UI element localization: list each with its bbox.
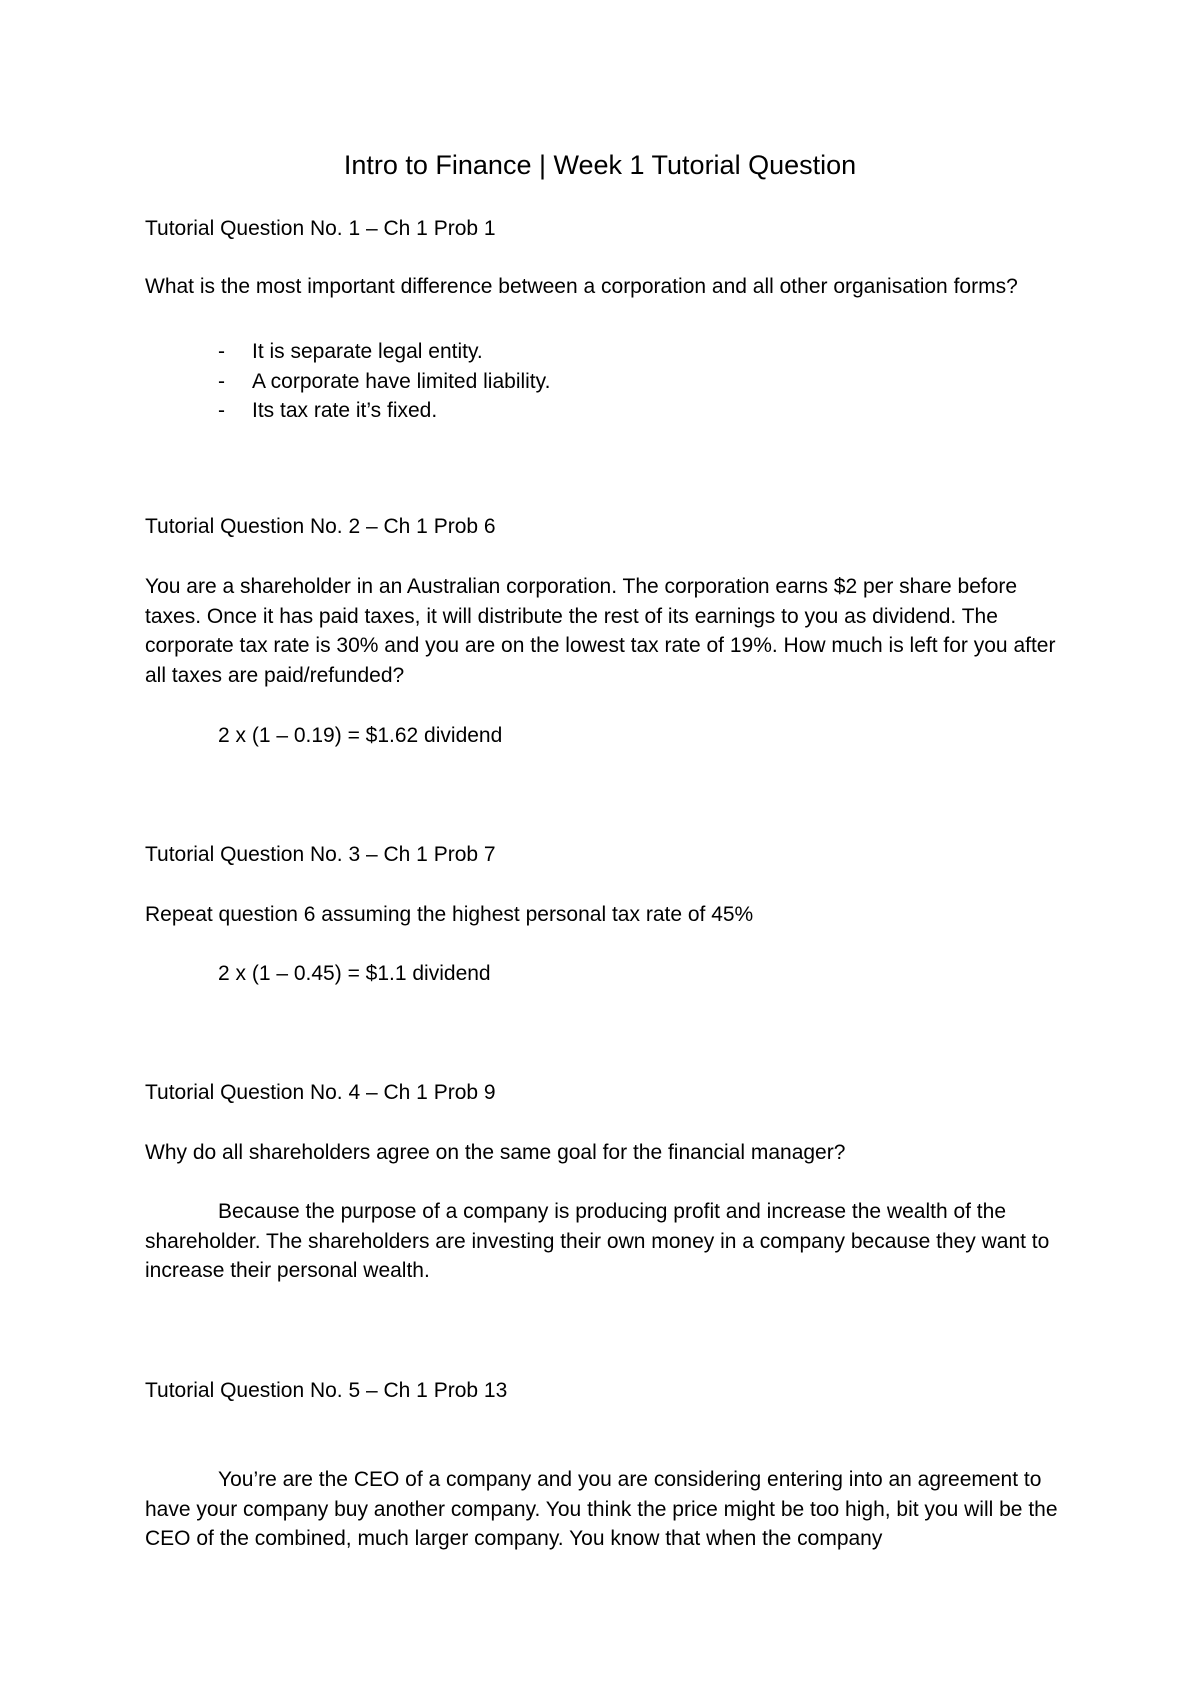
page-title: Intro to Finance | Week 1 Tutorial Question (343, 150, 857, 180)
dash-bullet: - (218, 369, 225, 393)
q1-heading: Tutorial Question No. 1 – Ch 1 Prob 1 (145, 217, 496, 240)
q2-answer: 2 x (1 – 0.19) = $1.62 dividend (218, 724, 503, 747)
q1-answer-2: A corporate have limited liability. (252, 369, 551, 393)
q1-question: What is the most important difference between a corporation and all other organisation forms? (145, 275, 1018, 298)
dash-bullet: - (218, 340, 225, 363)
list-item (218, 337, 550, 367)
q3-heading: Tutorial Question No. 3 – Ch 1 Prob 7 (145, 843, 496, 866)
q5-question: You’re are the CEO of a company and you are considering entering into an agreement to have your company buy another company. You think the price might be too high, bit you will be the CEO of the combined, much larger company. You know that when the company (145, 1468, 1058, 1550)
q5-heading: Tutorial Question No. 5 – Ch 1 Prob 13 (145, 1379, 508, 1402)
q3-answer: 2 x (1 – 0.45) = $1.1 dividend (218, 962, 491, 985)
list-item (218, 396, 550, 426)
q2-question: You are a shareholder in an Australian corporation. The corporation earns $2 per share before taxes. Once it has paid taxes, it will distribute the rest of its earnings to you as dividend. The corporate tax rate is 30% and you are on the lowest tax rate of 19%. How much is left for you after all taxes are paid/refunded? (145, 575, 1056, 687)
q1-answer-1: It is separate legal entity. (252, 340, 483, 363)
list-item (218, 367, 550, 397)
q3-question: Repeat question 6 assuming the highest personal tax rate of 45% (145, 903, 754, 926)
q1-answer-list (218, 337, 550, 426)
q1-answer-3: Its tax rate it’s fixed. (252, 399, 438, 422)
q4-question: Why do all shareholders agree on the same goal for the financial manager? (145, 1141, 846, 1164)
q4-heading: Tutorial Question No. 4 – Ch 1 Prob 9 (145, 1081, 496, 1104)
q2-heading: Tutorial Question No. 2 – Ch 1 Prob 6 (145, 515, 496, 538)
q4-answer: Because the purpose of a company is producing profit and increase the wealth of the shareholder. The shareholders are investing their own money in a company because they want to increase their personal wealth. (145, 1200, 1050, 1282)
dash-bullet: - (218, 399, 225, 422)
